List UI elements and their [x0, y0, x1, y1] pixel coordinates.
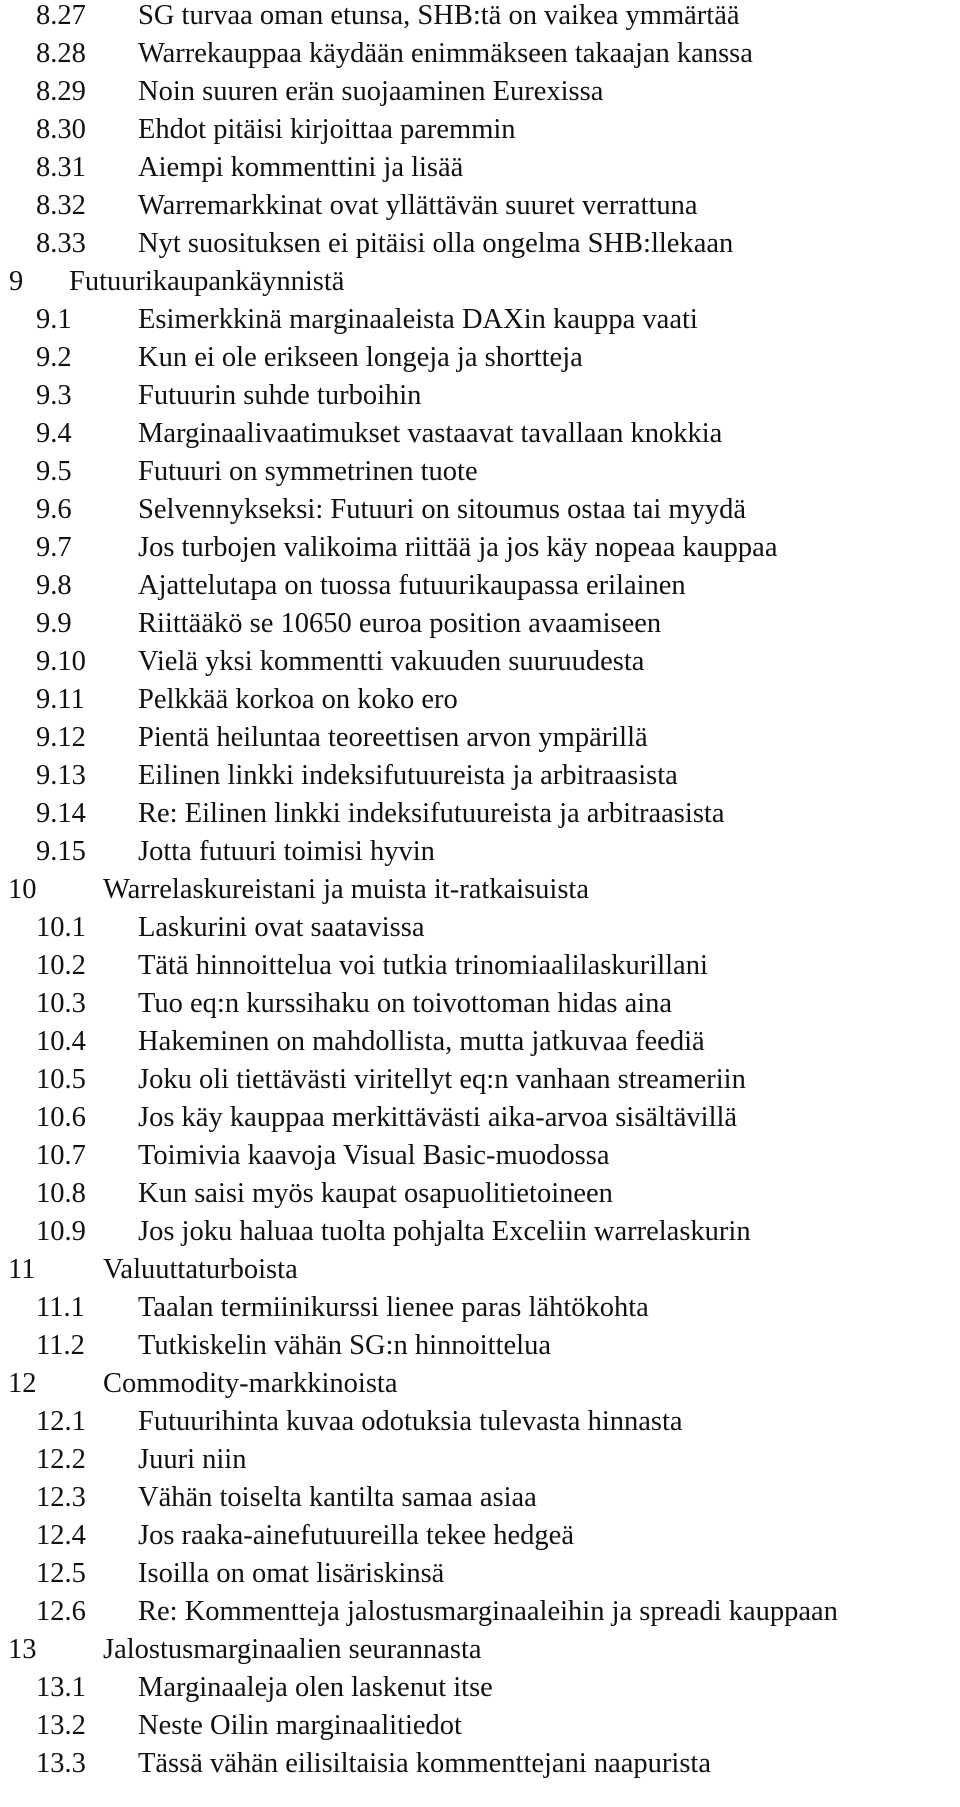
toc-number: 12.4 — [36, 1520, 86, 1551]
toc-entry[interactable] — [0, 1479, 960, 1517]
toc-entry[interactable] — [0, 529, 960, 567]
toc-number: 10 — [8, 874, 37, 905]
toc-title: Warrelaskureistani ja muista it-ratkaisuista — [103, 874, 590, 905]
toc-entry[interactable] — [0, 605, 960, 643]
toc-number: 12 — [8, 1368, 37, 1399]
toc-entry[interactable] — [0, 415, 960, 453]
toc-entry[interactable] — [0, 1593, 960, 1631]
toc-chapter-heading[interactable] — [0, 1365, 960, 1403]
toc-number: 8.32 — [36, 190, 86, 221]
toc-number: 9.15 — [36, 836, 86, 867]
toc-entry[interactable] — [0, 947, 960, 985]
toc-title: Commodity-markkinoista — [103, 1368, 398, 1399]
toc-title: Joku oli tiettävästi viritellyt eq:n vanhaan streameriin — [138, 1064, 746, 1095]
toc-title: Neste Oilin marginaalitiedot — [138, 1710, 462, 1741]
toc-entry[interactable] — [0, 1289, 960, 1327]
toc-number: 12.1 — [36, 1406, 86, 1437]
toc-title: Jos joku haluaa tuolta pohjalta Exceliin warrelaskurin — [138, 1216, 751, 1247]
toc-entry[interactable] — [0, 225, 960, 263]
toc-entry[interactable] — [0, 1707, 960, 1745]
toc-title: Warremarkkinat ovat yllättävän suuret verrattuna — [138, 190, 698, 221]
toc-title: Ajattelutapa on tuossa futuurikaupassa erilainen — [138, 570, 686, 601]
toc-title: Vähän toiselta kantilta samaa asiaa — [138, 1482, 537, 1513]
toc-title: Toimivia kaavoja Visual Basic-muodossa — [138, 1140, 610, 1171]
toc-number: 10.1 — [36, 912, 86, 943]
toc-title: Hakeminen on mahdollista, mutta jatkuvaa feediä — [138, 1026, 705, 1057]
toc-number: 9.11 — [36, 684, 85, 715]
toc-title: Warrekauppaa käydään enimmäkseen takaajan kanssa — [138, 38, 753, 69]
toc-title: Vielä yksi kommentti vakuuden suuruudesta — [138, 646, 645, 677]
toc-title: Selvennykseksi: Futuuri on sitoumus ostaa tai myydä — [138, 494, 746, 525]
toc-title: Tutkiskelin vähän SG:n hinnoittelua — [138, 1330, 551, 1361]
toc-entry[interactable] — [0, 643, 960, 681]
toc-entry[interactable] — [0, 377, 960, 415]
toc-entry[interactable] — [0, 757, 960, 795]
toc-number: 9.13 — [36, 760, 86, 791]
toc-entry[interactable] — [0, 491, 960, 529]
toc-entry[interactable] — [0, 1213, 960, 1251]
toc-title: Valuuttaturboista — [103, 1254, 298, 1285]
toc-entry[interactable] — [0, 1061, 960, 1099]
toc-entry[interactable] — [0, 187, 960, 225]
toc-entry[interactable] — [0, 1099, 960, 1137]
toc-title: Marginaalivaatimukset vastaavat tavallaan knokkia — [138, 418, 723, 449]
toc-number: 9.4 — [36, 418, 72, 449]
toc-title: Eilinen linkki indeksifutuureista ja arbitraasista — [138, 760, 678, 791]
toc-number: 11.1 — [36, 1292, 85, 1323]
toc-title: Kun ei ole erikseen longeja ja shortteja — [138, 342, 583, 373]
toc-title: Esimerkkinä marginaaleista DAXin kauppa vaati — [138, 304, 698, 335]
toc-title: Futuuri on symmetrinen tuote — [138, 456, 478, 487]
toc-number: 9.12 — [36, 722, 86, 753]
toc-entry[interactable] — [0, 985, 960, 1023]
toc-number: 11.2 — [36, 1330, 85, 1361]
toc-entry[interactable] — [0, 35, 960, 73]
toc-entry[interactable] — [0, 1745, 960, 1783]
toc-number: 8.30 — [36, 114, 86, 145]
toc-number: 9.1 — [36, 304, 72, 335]
toc-entry[interactable] — [0, 1137, 960, 1175]
toc-title: Futuurikaupankäynnistä — [69, 266, 345, 297]
toc-title: Futuurin suhde turboihin — [138, 380, 422, 411]
toc-number: 10.6 — [36, 1102, 86, 1133]
toc-title: Kun saisi myös kaupat osapuolitietoineen — [138, 1178, 613, 1209]
toc-title: Riittääkö se 10650 euroa position avaamiseen — [138, 608, 662, 639]
toc-chapter-heading[interactable] — [0, 1251, 960, 1289]
toc-entry[interactable] — [0, 0, 960, 35]
toc-title: Pientä heiluntaa teoreettisen arvon ympärillä — [138, 722, 648, 753]
toc-title: SG turvaa oman etunsa, SHB:tä on vaikea ymmärtää — [138, 0, 740, 31]
toc-title: Aiempi kommenttini ja lisää — [138, 152, 464, 183]
toc-number: 12.6 — [36, 1596, 86, 1627]
toc-title: Tuo eq:n kurssihaku on toivottoman hidas aina — [138, 988, 673, 1019]
toc-number: 13 — [8, 1634, 37, 1665]
toc-title: Jotta futuuri toimisi hyvin — [138, 836, 435, 867]
toc-title: Tätä hinnoittelua voi tutkia trinomiaalilaskurillani — [138, 950, 708, 981]
toc-number: 10.5 — [36, 1064, 86, 1095]
toc-number: 9.10 — [36, 646, 86, 677]
toc-title: Noin suuren erän suojaaminen Eurexissa — [138, 76, 604, 107]
toc-number: 9 — [9, 266, 24, 297]
toc-title: Laskurini ovat saatavissa — [138, 912, 425, 943]
toc-number: 10.9 — [36, 1216, 86, 1247]
toc-entry[interactable] — [0, 73, 960, 111]
toc-number: 8.31 — [36, 152, 86, 183]
toc-number: 9.6 — [36, 494, 72, 525]
toc-entry[interactable] — [0, 1669, 960, 1707]
toc-title: Jos käy kauppaa merkittävästi aika-arvoa sisältävillä — [138, 1102, 738, 1133]
toc-title: Pelkkää korkoa on koko ero — [138, 684, 458, 715]
toc-entry[interactable] — [0, 795, 960, 833]
toc-title: Marginaaleja olen laskenut itse — [138, 1672, 493, 1703]
toc-number: 9.3 — [36, 380, 72, 411]
toc-number: 9.14 — [36, 798, 86, 829]
toc-entry[interactable] — [0, 719, 960, 757]
toc-title: Ehdot pitäisi kirjoittaa paremmin — [138, 114, 516, 145]
toc-entry[interactable] — [0, 301, 960, 339]
toc-entry[interactable] — [0, 833, 960, 871]
toc-number: 12.5 — [36, 1558, 86, 1589]
toc-title: Jos raaka-ainefutuureilla tekee hedgeä — [138, 1520, 574, 1551]
toc-entry[interactable] — [0, 681, 960, 719]
toc-title: Re: Eilinen linkki indeksifutuureista ja arbitraasista — [138, 798, 725, 829]
toc-number: 11 — [8, 1254, 36, 1285]
toc-entry[interactable] — [0, 1327, 960, 1365]
toc-chapter-heading[interactable] — [0, 1631, 960, 1669]
toc-title: Jalostusmarginaalien seurannasta — [103, 1634, 482, 1665]
toc-entry[interactable] — [0, 1555, 960, 1593]
toc-number: 10.3 — [36, 988, 86, 1019]
toc-number: 9.8 — [36, 570, 72, 601]
toc-entry[interactable] — [0, 453, 960, 491]
toc-entry[interactable] — [0, 149, 960, 187]
toc-number: 9.2 — [36, 342, 72, 373]
toc-number: 9.7 — [36, 532, 72, 563]
toc-entry[interactable] — [0, 1403, 960, 1441]
toc-entry[interactable] — [0, 1023, 960, 1061]
toc-number: 8.29 — [36, 76, 86, 107]
toc-title: Futuurihinta kuvaa odotuksia tulevasta hinnasta — [138, 1406, 683, 1437]
toc-entry[interactable] — [0, 1441, 960, 1479]
toc-number: 8.33 — [36, 228, 86, 259]
toc-entry[interactable] — [0, 111, 960, 149]
toc-number: 10.8 — [36, 1178, 86, 1209]
toc-title: Tässä vähän eilisiltaisia kommenttejani naapurista — [138, 1748, 711, 1779]
toc-number: 13.3 — [36, 1748, 86, 1779]
toc-title: Isoilla on omat lisäriskinsä — [138, 1558, 445, 1589]
toc-entry[interactable] — [0, 1517, 960, 1555]
toc-number: 9.9 — [36, 608, 72, 639]
toc-number: 8.28 — [36, 38, 86, 69]
toc-title: Nyt suosituksen ei pitäisi olla ongelma SHB:llekaan — [138, 228, 734, 259]
toc-number: 10.7 — [36, 1140, 86, 1171]
toc-number: 12.2 — [36, 1444, 86, 1475]
toc-entry[interactable] — [0, 1175, 960, 1213]
toc-entry[interactable] — [0, 909, 960, 947]
toc-number: 12.3 — [36, 1482, 86, 1513]
toc-title: Re: Kommentteja jalostusmarginaaleihin ja spreadi kauppaan — [138, 1596, 838, 1627]
toc-number: 13.1 — [36, 1672, 86, 1703]
toc-entry[interactable] — [0, 567, 960, 605]
toc-number: 10.2 — [36, 950, 86, 981]
toc-number: 8.27 — [36, 0, 86, 31]
toc-number: 10.4 — [36, 1026, 86, 1057]
toc-title: Jos turbojen valikoima riittää ja jos käy nopeaa kauppaa — [138, 532, 778, 563]
toc-entry[interactable] — [0, 339, 960, 377]
toc-title: Taalan termiinikurssi lienee paras lähtökohta — [138, 1292, 649, 1323]
toc-chapter-heading[interactable] — [0, 871, 960, 909]
toc-number: 13.2 — [36, 1710, 86, 1741]
toc-chapter-heading[interactable] — [0, 263, 960, 301]
toc-number: 9.5 — [36, 456, 72, 487]
toc-title: Juuri niin — [138, 1444, 247, 1475]
